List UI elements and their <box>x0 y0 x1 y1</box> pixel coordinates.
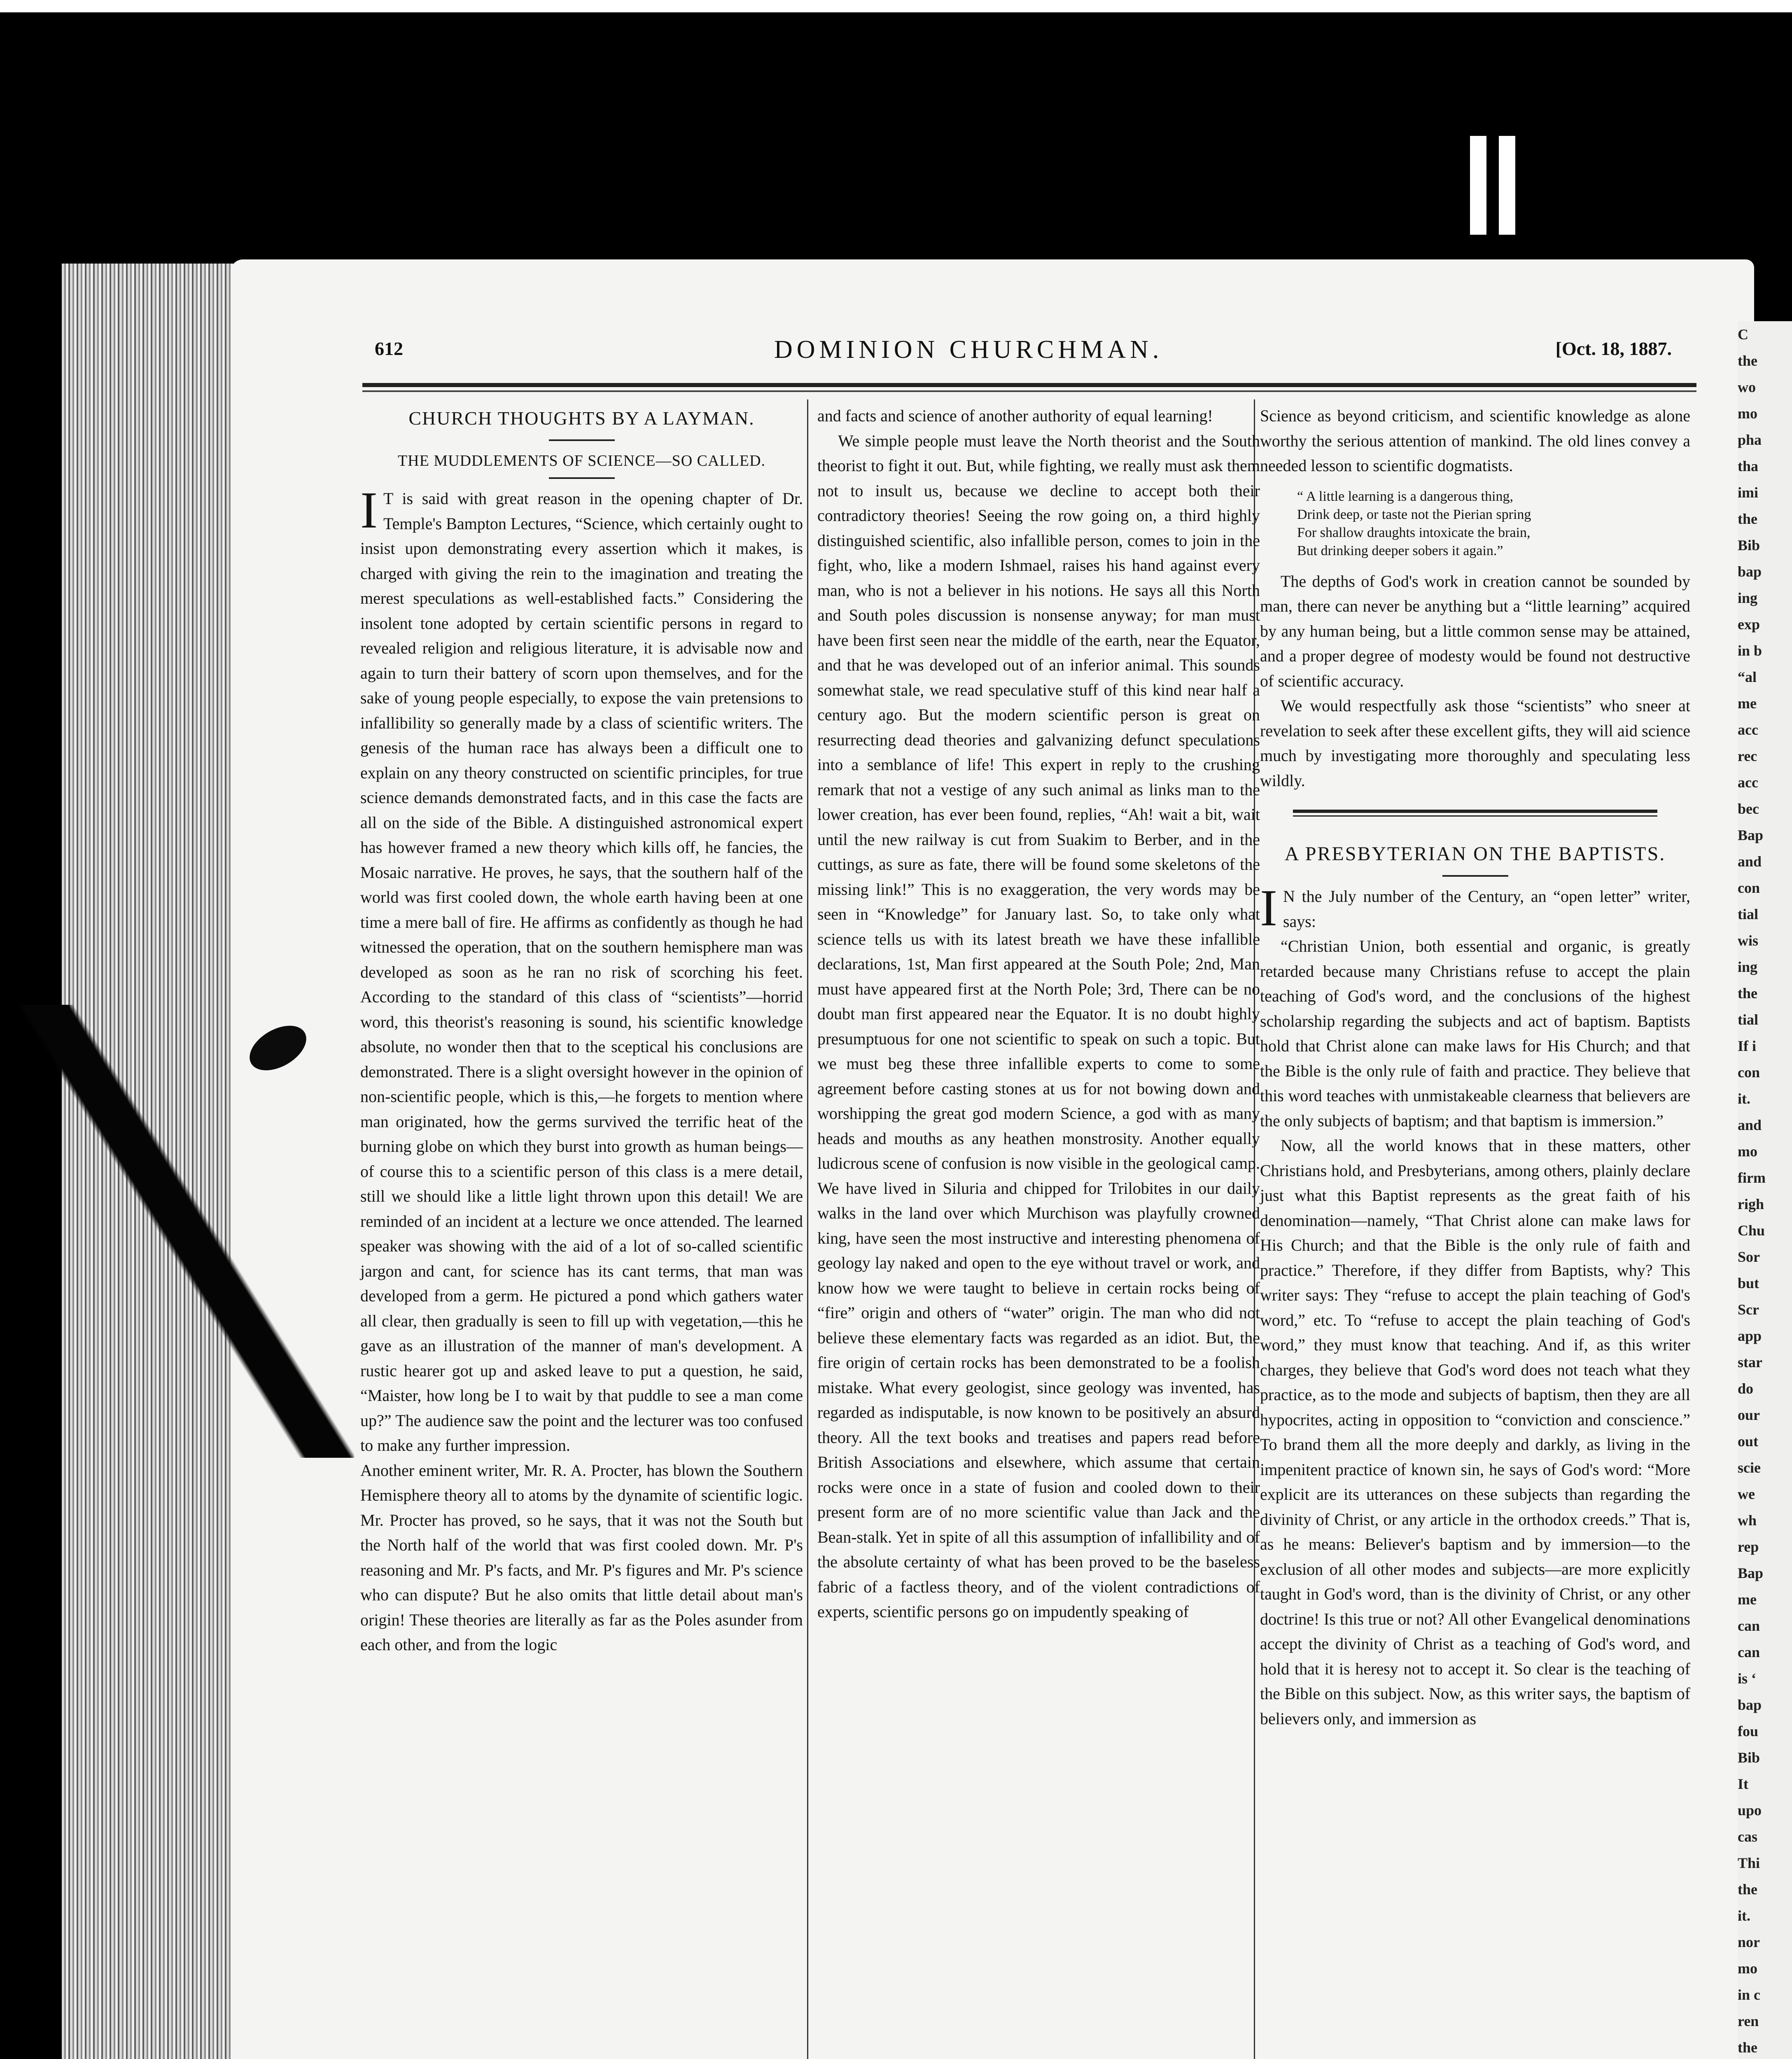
section-rule <box>1293 810 1657 817</box>
facing-page-line-fragment: cas <box>1738 1828 1757 1845</box>
facing-page-line-fragment: me <box>1738 1591 1757 1608</box>
facing-page-line-fragment: the <box>1738 353 1757 369</box>
facing-page-line-fragment: mo <box>1738 1960 1757 1977</box>
header-rule-thin <box>362 390 1696 392</box>
paragraph: We simple people must leave the North theorist and the South theorist to fight it out. But, while fighting, we really must ask them not to insult us, because we decline to accept both their contradictory theories! Seeing the row going on, a third highly distinguished scientific, also infallible person, comes to join in the fight, who, like a modern Ishmael, raises his hand against every man, who is not a believer in his notions. He says all this North and South poles discussion is nonsense anyway; for man must have been first seen near the middle of the earth, near the Equator, and that he was developed out of an inferior animal. This sounds somewhat stale, we read speculative stuff of this kind near half a century ago. But the modern scientific person is great on resurrecting dead theories and galvanizing defunct speculations into a semblance of life! This expert in reply to the crushing remark that not a vestige of any such animal as links man to the lower creation, has ever been found, replies, “Ah! wait a bit, wait until the new railway is cut from Suakim to Berber, and in the cuttings, as sure as fate, there will be found some skeletons of the missing link!” This is no exaggeration, the very words may be seen in “Knowledge” for January last. So, to take only what science tells us with its latest breath we have these infallible declarations, 1st, Man first appeared at the South Pole; 2nd, Man must have appeared first at the North Pole; 3rd, There can be no doubt man first appeared near the Equator. It is no doubt highly presumptuous for one not scientific to speak on such a topic. But we must beg these three infallible experts to come to some agreement before casting stones at us for not bowing down and worshipping the great god modern Science, a god with as many heads and mouths as any heathen monstrosity. Another equally ludicrous scene of confusion is now visible in the geological camp. We have lived in Siluria and chipped for Trilobites in our daily walks in the land over which Murchison was playfully crowned king, have seen the most instructive and interesting phenomena of geology lay naked and open to the eye without travel or work, and know how we were taught to believe in certain rocks being of “fire” origin and others of “water” origin. The man who did not believe these elementary facts was regarded as an idiot. But, the fire origin of certain rocks has been demonstrated to be a foolish mistake. What every geologist, since geology was invented, has regarded as indisputable, is now known to be positively an absurd theory. All the text books and treatises and papers read before British Associations and elsewhere, which assume that certain rocks were once in a state of fusion and cooled down to their present form are of no more scientific value than Jack and the Bean-stalk. Yet in spite of all this assumption of infallibility and of the absolute certainty of what has been proved to be the baseless fabric of a factless theory, and of the violent contradictions of experts, scientific persons go on impudently speaking of <box>817 431 1260 1621</box>
poem-line: “ A little learning is a dangerous thing, <box>1297 488 1514 504</box>
facing-page-line-fragment: bap <box>1738 563 1762 580</box>
facing-page-line-fragment: Sor <box>1738 1249 1760 1265</box>
facing-page-line-fragment: imi <box>1738 484 1758 501</box>
article-subtitle: THE MUDDLEMENTS OF SCIENCE—SO CALLED. <box>397 452 766 469</box>
paragraph: and facts and science of another authority of equal learning! <box>817 406 1213 425</box>
facing-page-line-fragment: the <box>1738 511 1757 527</box>
facing-page-line-fragment: pha <box>1738 432 1762 448</box>
facing-page-line-fragment: can <box>1738 1644 1760 1660</box>
paragraph: “Christian Union, both essential and organic, is greatly retarded because many Christians refuse to accept the plain teaching of God's word, and the conclusions of the highest scholarship regarding the subjects and act of baptism. Baptists hold that Christ alone can make laws for His Church; and that the Bible is the only rule of faith and practice. They believe that this word teaches with unmistakeable clearness that believers are the only subjects of baptism; and that baptism is immersion.” <box>1260 937 1690 1130</box>
facing-page-line-fragment: acc <box>1738 774 1758 791</box>
article-title: A PRESBYTERIAN ON THE BAPTISTS. <box>1284 843 1666 865</box>
facing-page-line-fragment: mo <box>1738 1143 1757 1160</box>
facing-page-line-fragment: righ <box>1738 1196 1764 1212</box>
facing-page-line-fragment: me <box>1738 695 1757 712</box>
issue-date: [Oct. 18, 1887. <box>1555 338 1672 359</box>
poem-line: But drinking deeper sobers it again.” <box>1297 543 1503 558</box>
article-title: CHURCH THOUGHTS BY A LAYMAN. <box>408 408 755 429</box>
header-rule <box>362 383 1696 387</box>
facing-page-line-fragment: Scr <box>1738 1301 1759 1318</box>
column-divider <box>807 399 808 2059</box>
facing-page-line-fragment: the <box>1738 1881 1757 1898</box>
facing-page-lines <box>1738 321 1792 2059</box>
facing-page-line-fragment: fou <box>1738 1723 1759 1739</box>
facing-page-line-fragment: upo <box>1738 1802 1762 1819</box>
facing-page-line-fragment: the <box>1738 2039 1757 2056</box>
page-number: 612 <box>375 338 403 359</box>
facing-page-line-fragment: scie <box>1738 1459 1761 1476</box>
facing-page-line-fragment: wo <box>1738 379 1756 395</box>
facing-page-line-fragment: ing <box>1738 590 1758 606</box>
facing-page-line-fragment: wis <box>1738 932 1759 949</box>
facing-page-line-fragment: ren <box>1738 2013 1759 2029</box>
facing-page-line-fragment: wh <box>1738 1512 1757 1529</box>
facing-page-line-fragment: is ‘ <box>1738 1670 1756 1687</box>
facing-page-line-fragment: tial <box>1738 1011 1758 1028</box>
facing-page-line-fragment: tial <box>1738 906 1758 922</box>
facing-page-line-fragment: exp <box>1738 616 1760 633</box>
column-3 <box>1260 404 1690 1731</box>
column-2 <box>817 404 1260 1625</box>
pencil-shadow <box>0 1005 354 1458</box>
scan-marker-bar <box>1470 136 1486 235</box>
facing-page-line-fragment: mo <box>1738 405 1757 422</box>
facing-page-line-fragment: “al <box>1738 669 1757 685</box>
facing-page-line-fragment: ing <box>1738 959 1758 975</box>
facing-page-line-fragment: Bib <box>1738 1749 1760 1766</box>
facing-page-line-fragment: nor <box>1738 1934 1760 1950</box>
poem-line: Drink deep, or taste not the Pierian spring <box>1297 507 1531 522</box>
paragraph: I N the July number of the Century, an “open letter” writer, says: <box>1260 880 1690 937</box>
facing-page-line-fragment: Chu <box>1738 1222 1765 1239</box>
facing-page-line-fragment: It <box>1738 1776 1748 1792</box>
facing-page-line-fragment: but <box>1738 1275 1759 1291</box>
paragraph: The depths of God's work in creation cannot be sounded by man, there can never be anything but a “little learning” acquired by any human being, but a little common sense may be attained, and a proper degree of modesty would be found not destructive of scientific accuracy. <box>1260 572 1690 690</box>
facing-page-line-fragment: in c <box>1738 1987 1761 2003</box>
paragraph: Science as beyond criticism, and scientific knowledge as alone worthy the serious attention of mankind. The old lines convey a needed lesson to scientific dogmatists. <box>1260 406 1690 475</box>
facing-page-line-fragment: we <box>1738 1486 1755 1502</box>
facing-page-line-fragment: can <box>1738 1618 1760 1634</box>
facing-page-line-fragment: Bap <box>1738 827 1764 843</box>
facing-page-line-fragment: Bib <box>1738 537 1760 553</box>
scan-marker-bar <box>1499 136 1515 235</box>
facing-page-line-fragment: con <box>1738 1064 1760 1081</box>
facing-page-line-fragment: Bap <box>1738 1565 1764 1581</box>
facing-page-line-fragment: tha <box>1738 458 1759 474</box>
poem-line: For shallow draughts intoxicate the brain, <box>1297 525 1531 540</box>
facing-page-line-fragment: bap <box>1738 1697 1762 1713</box>
title-rule <box>549 439 615 441</box>
facing-page-line-fragment: the <box>1738 985 1757 1001</box>
facing-page-line-fragment: C <box>1738 326 1748 343</box>
drop-cap: I <box>1260 880 1277 937</box>
page-header <box>288 338 1672 371</box>
subtitle-rule <box>549 477 615 479</box>
facing-page-line-fragment: rec <box>1738 748 1757 764</box>
facing-page-line-fragment: app <box>1738 1328 1762 1344</box>
facing-page-line-fragment: Thi <box>1738 1855 1760 1871</box>
facing-page-line-fragment: and <box>1738 853 1762 870</box>
facing-page-line-fragment: If i <box>1738 1038 1756 1054</box>
journal-title: DOMINION CHURCHMAN. <box>774 336 1163 364</box>
paragraph: I T is said with great reason in the opening chapter of Dr. Temple's Bampton Lectures, “Science, which certainly ought to insist upon demonstrating every assertion which it makes, is charged with giving the rein to the imagination and treating the merest speculations as well-established facts.” Considering the insolent tone adopted by certain scientific persons in regard to revealed religion and religious literature, it is advisable now and again to turn their battery of scorn upon themselves, and for the sake of young people especially, to expose the vain pretensions to infallibility so generally made by a class of scientific writers. The genesis of the human race has always been a difficult one to explain on any theory constructed on scientific principles, for true science demands demonstrated facts, and in this case the facts are all on the side of the Bible. A distinguished astronomical expert has however framed a new theory which kills off, he fancies, the Mosaic narrative. He proves, he says, that the southern half of the world was first cooled down, the whole earth having been at one time a mere ball of fire. He affirms as confidently as though he had witnessed the operation, that on the southern hemisphere man was developed as soon as he ran no risk of scorching his feet. According to the standard of this class of “scientists”—horrid word, this theorist's reasoning is sound, his scientific knowledge absolute, no wonder then that to the sceptical his conclusions are demonstrated. There is a slight oversight however in the opinion of non-scientific people, which is this,—he forgets to mention where man originated, how the germs survived the terrific heat of the burning globe on which they burst into growth as human beings—of course this to a scientific person of this class is a mere detail, still we should like a little light thrown upon this detail! We are reminded of an incident at a lecture we once attended. The learned speaker was showing with the aid of a lot of so-called scientific jargon and cant, for science has its cant terms, that man was developed from a germ. He pictured a pond which gathers water all clear, then gradually is seen to fill up with vegetation,—this he gave as an illustration of the manner of man's development. A rustic hearer got up and asked leave to put a question, he said, “Maister, how long be I to wait by that puddle to see a man come up?” The audience saw the point and the lecturer was too confused to make any further impression. <box>360 482 803 1454</box>
facing-page-line-fragment: firm <box>1738 1170 1766 1186</box>
facing-page-line-fragment: acc <box>1738 721 1758 738</box>
paragraph: Now, all the world knows that in these matters, other Christians hold, and Presbyterians, among others, plainly declare just what this Baptist represents as the great faith of his denomination—namely, “That Christ alone can make laws for His Church; and that the Bible is the only rule of faith and practice.” Therefore, if they differ from Baptists, why? This writer says: They “refuse to accept the plain teaching of God's word,” etc. To “refuse to accept the plain teaching of God's word,” they must know that teaching. And if, as this writer charges, they believe that God's word does not teach what they practice, as to the mode and subjects of baptism, then they are all hypocrites, acting in opposition to “conviction and conscience.” To brand them all the more deeply and darkly, as living in the impenitent practice of known sin, he says of God's word: “More explicit are its utterances on these subjects than regarding the divinity of Christ, or any article in the orthodox creeds.” That is, as he means: Believer's baptism and by immersion—to the exclusion of all other modes and subjects—are more explicitly taught in God's word, than is the divinity of Christ, or any other doctrine! Is this true or not? All other Evangelical denominations accept the divinity of Christ as a teaching of God's word, and hold that it is heresy not to accept it. So clear is the teaching of the Bible on this subject. Now, as this writer says, the baptism of believers only, and immersion as <box>1260 1136 1690 1728</box>
facing-page-fragment <box>1738 321 1792 2059</box>
facing-page-line-fragment: out <box>1738 1433 1759 1450</box>
facing-page-line-fragment: our <box>1738 1407 1760 1423</box>
paragraph: We would respectfully ask those “scientists” who sneer at revelation to seek after these excellent gifts, they will aid science much by investigating more thoroughly and speculating less wildly. <box>1260 696 1690 790</box>
title-rule <box>1442 875 1508 877</box>
facing-page-line-fragment: it. <box>1738 1907 1750 1924</box>
facing-page-line-fragment: bec <box>1738 801 1759 817</box>
facing-page-line-fragment: con <box>1738 880 1760 896</box>
facing-page-line-fragment: it. <box>1738 1090 1750 1107</box>
facing-page-line-fragment: in b <box>1738 642 1762 659</box>
drop-cap: I <box>360 482 378 539</box>
facing-page-line-fragment: and <box>1738 1117 1762 1133</box>
poem-quote <box>1297 488 1690 560</box>
facing-page-line-fragment: rep <box>1738 1538 1759 1555</box>
scan-top-border <box>0 0 1792 12</box>
facing-page-line-fragment: star <box>1738 1354 1762 1370</box>
paragraph: Another eminent writer, Mr. R. A. Procter, has blown the Southern Hemisphere theory all to atoms by the dynamite of scientific logic. Mr. Procter has proved, so he says, that it was not the South but the North half of the world that was first cooled down. Mr. P's reasoning and Mr. P's facts, and Mr. P's figures and Mr. P's science who can dispute? But he also omits that little detail about man's origin! These theories are literally as far as the Poles asunder from each other, and from the logic <box>360 1461 803 1654</box>
column-1 <box>360 404 803 1657</box>
facing-page-line-fragment: do <box>1738 1380 1754 1397</box>
